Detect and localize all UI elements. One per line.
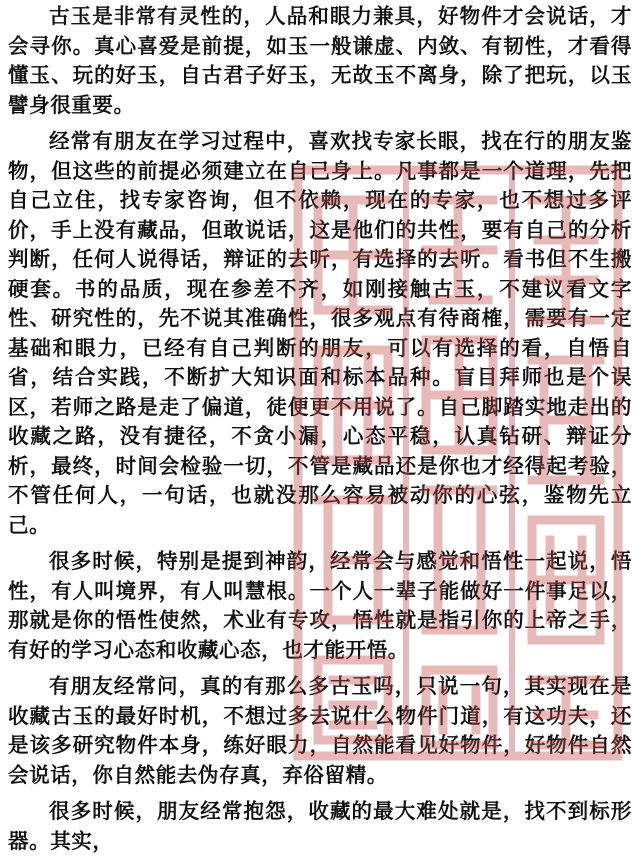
paragraph-3: 很多时候，特别是提到神韵，经常会与感觉和悟性一起说，悟性，有人叫境界，有人叫慧根。一个人一辈子能做好一件事足以，那就是你的悟性使然，术业有专攻，悟性就是指引你的上帝之手，有好的学习心态和收藏心态，也才能开悟。 (8, 549, 632, 662)
document-page (8, 0, 632, 853)
paragraph-2: 经常有朋友在学习过程中，喜欢找专家长眼，找在行的朋友鉴物，但这些的前提必须建立在自己身上。凡事都是一个道理，先把自己立住，找专家咨询，但不依赖，现在的专家，也不想过多评价，手上没有藏品，但敢说话，这是他们的共性，要有自己的分析判断，任何人说得话，辩证的去听，有选择的去听。看书但不生搬硬套。书的品质，现在参差不齐，如刚接触古玉，不建议看文字性、研究性的，先不说其准确性，很多观点有待商榷，需要有一定基础和眼力，已经有自己判断的朋友，可以有选择的看，自悟自省，结合实践，不断扩大知识面和标本品种。盲目拜师也是个误区，若师之路是走了偏道，徒便更不用说了。自己脚踏实地走出的收藏之路，没有捷径，不贪小漏，心态平稳，认真钻研、辩证分析，最终，时间会检验一切，不管是藏品还是你也才经得起考验，不管任何人，一句话，也就没那么容易被动你的心弦，鉴物先立己。 (8, 129, 632, 537)
paragraph-1: 古玉是非常有灵性的，人品和眼力兼具，好物件才会说话，才会寻你。真心喜爱是前提，如玉一般谦虚、内敛、有韧性，才看得懂玉、玩的好玉，自古君子好玉，无故玉不离身，除了把玩，以玉譬身很重要。 (8, 4, 632, 117)
paragraph-5: 很多时候，朋友经常抱怨，收藏的最大难处就是，找不到标形器。其实， (8, 799, 632, 853)
paragraph-4: 有朋友经常问，真的有那么多古玉吗，只说一句，其实现在是收藏古玉的最好时机，不想过多去说什么物件门道，有这功夫，还是该多研究物件本身，练好眼力，自然能看见好物件，好物件自然会说话，你自然能去伪存真，弃俗留精。 (8, 674, 632, 787)
